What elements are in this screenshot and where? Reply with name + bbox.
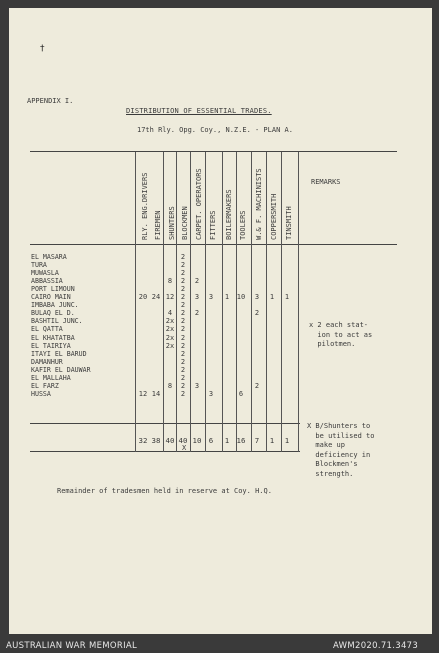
station-name: EL FARZ — [31, 381, 59, 390]
total-cell: 10 — [192, 436, 202, 445]
totals-mark: X — [182, 444, 187, 452]
table-cell: 2 — [180, 365, 186, 374]
table-cell: 1 — [269, 293, 275, 302]
station-name: TURA — [31, 261, 47, 270]
total-cell: 7 — [254, 436, 260, 445]
table-cell: 2 — [254, 309, 260, 318]
table-cell: 6 — [238, 389, 244, 398]
corner-mark: † — [40, 44, 45, 54]
table-cell: 2 — [194, 277, 200, 286]
station-name: IMBABA JUNC. — [31, 301, 79, 310]
column-divider — [298, 152, 299, 452]
table-cell: 24 — [151, 293, 161, 302]
table-cell: 2 — [180, 341, 186, 350]
table-cell: 8 — [167, 277, 173, 286]
table-cell: 20 — [138, 293, 148, 302]
table-cell: 2 — [180, 333, 186, 342]
table-cell: 3 — [254, 293, 260, 302]
column-header: COPPERSMITH — [270, 193, 278, 240]
table-cell: 8 — [167, 381, 173, 390]
table-cell: 2x — [165, 317, 175, 326]
station-name: MUWASLA — [31, 269, 59, 278]
table-cell: 2 — [180, 269, 186, 278]
footer-note: Remainder of tradesmen held in reserve at Coy. H.Q. — [57, 487, 272, 495]
table-cell: 2 — [180, 389, 186, 398]
document-title: DISTRIBUTION OF ESSENTIAL TRADES. — [126, 107, 272, 115]
column-divider — [190, 152, 191, 452]
table-cell: 14 — [151, 389, 161, 398]
station-name: ITAYI EL BARUD — [31, 349, 87, 358]
total-cell: 1 — [284, 436, 290, 445]
column-divider — [281, 152, 282, 452]
table-cell: 2x — [165, 341, 175, 350]
table-total-rule — [30, 451, 300, 452]
table-body-rule — [30, 423, 300, 424]
table-cell: 2 — [180, 325, 186, 334]
column-divider — [236, 152, 237, 452]
table-cell: 2 — [180, 277, 186, 286]
column-header: RLY. ENG.DRIVERS — [141, 172, 149, 240]
table-cell: 2 — [180, 373, 186, 382]
station-name: BULAQ EL D. — [31, 309, 75, 318]
table-cell: 2 — [180, 293, 186, 302]
station-name: ABBASSIA — [31, 277, 63, 286]
column-divider — [222, 152, 223, 452]
table-cell: 1 — [224, 293, 230, 302]
station-name: KAFIR EL DAUWAR — [31, 365, 91, 374]
column-header: CARPET. OPERATORS — [195, 168, 203, 240]
table-cell: 2 — [180, 357, 186, 366]
remark-pilotmen: x 2 each stat- ion to act as pilotmen. — [309, 321, 373, 348]
table-cell: 2 — [180, 301, 186, 310]
column-header: TOOLERS — [239, 210, 247, 240]
document-subtitle: 17th Rly. Opg. Coy., N.Z.E. - PLAN A. — [137, 126, 293, 134]
total-cell: 16 — [236, 436, 246, 445]
station-name: CAIRO MAIN — [31, 293, 71, 302]
table-cell: 3 — [194, 293, 200, 302]
table-cell: 2 — [180, 261, 186, 270]
column-divider — [163, 152, 164, 452]
total-cell: 40 — [165, 436, 175, 445]
table-header-rule — [30, 244, 397, 245]
column-header: W.& F. MACHINISTS — [255, 168, 263, 240]
station-name: DAMANHUR — [31, 357, 63, 366]
table-cell: 3 — [208, 293, 214, 302]
table-cell: 2x — [165, 325, 175, 334]
table-cell: 2 — [180, 381, 186, 390]
total-cell: 6 — [208, 436, 214, 445]
total-cell: 1 — [269, 436, 275, 445]
column-header: SHUNTERS — [168, 206, 176, 240]
table-cell: 2 — [194, 309, 200, 318]
table-top-rule — [30, 151, 397, 152]
column-header: FITTERS — [209, 210, 217, 240]
station-name: EL KHATATBA — [31, 333, 75, 342]
table-cell: 1 — [284, 293, 290, 302]
table-cell: 2 — [180, 349, 186, 358]
remarks-header: REMARKS — [311, 178, 341, 186]
station-name: EL TAIRIYA — [31, 341, 71, 350]
table-cell: 12 — [165, 293, 175, 302]
column-divider — [205, 152, 206, 452]
column-header: FIREMEN — [154, 210, 162, 240]
table-cell: 3 — [194, 381, 200, 390]
total-cell: 40 — [178, 436, 188, 445]
station-name: EL MALLAHA — [31, 373, 71, 382]
station-name: HUSSA — [31, 389, 51, 398]
column-header: BOILERMAKERS — [225, 189, 233, 240]
table-cell: 2 — [254, 381, 260, 390]
station-name: EL QATTA — [31, 325, 63, 334]
remark-shunters: X B/Shunters to be utilised to make up deficiency in Blockmen's strength. — [307, 422, 375, 478]
column-header: BLOCKMEN — [181, 206, 189, 240]
table-cell: 2 — [180, 285, 186, 294]
caption-institution: AUSTRALIAN WAR MEMORIAL — [6, 641, 138, 651]
total-cell: 32 — [138, 436, 148, 445]
table-cell: 2 — [180, 317, 186, 326]
table-cell: 10 — [236, 293, 246, 302]
column-header: TINSMITH — [285, 206, 293, 240]
column-divider — [251, 152, 252, 452]
column-divider — [266, 152, 267, 452]
total-cell: 38 — [151, 436, 161, 445]
table-cell: 2 — [180, 253, 186, 261]
table-cell: 12 — [138, 389, 148, 398]
station-name: BASHTIL JUNC. — [31, 317, 83, 326]
caption-accession: AWM2020.71.3473 — [333, 641, 419, 651]
table-cell: 2 — [180, 309, 186, 318]
appendix-label: APPENDIX I. — [27, 97, 74, 105]
column-divider — [135, 152, 136, 452]
station-name: PORT LIMOUN — [31, 285, 75, 294]
station-name: EL MASARA — [31, 253, 67, 261]
table-cell: 4 — [167, 309, 173, 318]
total-cell: 1 — [224, 436, 230, 445]
table-cell: 3 — [208, 389, 214, 398]
table-cell: 2x — [165, 333, 175, 342]
